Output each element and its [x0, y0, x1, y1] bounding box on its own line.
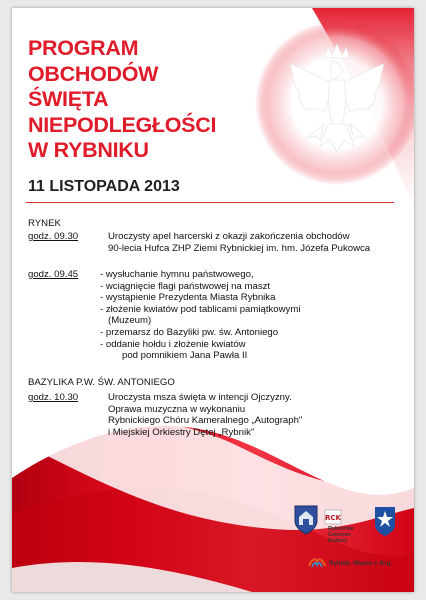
poster-page: [12, 8, 414, 592]
title-line: PROGRAM: [28, 36, 139, 60]
description-line: Rybnickiego Chóru Kameralnego „Autograph": [108, 415, 303, 427]
coat-of-arms-icon: [294, 505, 318, 535]
event-time: godz. 10.30: [28, 392, 79, 403]
event-description: [108, 231, 370, 254]
description-line: - wysłuchanie hymnu państwowego,: [100, 269, 254, 280]
svg-text:RCK: RCK: [325, 514, 341, 522]
description-line: Uroczysty apel harcerski z okazji zakończenia obchodów: [108, 231, 350, 242]
event-date: 11 LISTOPADA 2013: [28, 178, 180, 195]
eagle-emblem-icon: [262, 28, 412, 178]
title-line: ŚWIĘTA: [28, 87, 109, 111]
description-line: i Miejskiej Orkiestry Dętej „Rybnik": [108, 426, 255, 438]
description-line: pod pomnikiem Jana Pawła II: [122, 350, 248, 362]
divider: [26, 202, 394, 203]
center-logo-line: Kultury: [328, 538, 348, 544]
title-line: OBCHODÓW: [28, 61, 159, 86]
description-line: 90-lecia Hufca ZHP Ziemi Rybnickiej im. hm. Józefa Pukowca: [108, 242, 371, 254]
title-line: W RYBNIKU: [28, 138, 149, 162]
description-line: - oddanie hołdu i złożenie kwiatów: [100, 338, 246, 350]
description-line: - wystąpienie Prezydenta Miasta Rybnika: [100, 292, 276, 304]
title-line: NIEPODLEGŁOŚCI: [28, 112, 217, 137]
center-logo-line: Rybnickie: [328, 526, 354, 532]
event-description: [108, 392, 302, 438]
poster-title: [28, 36, 268, 164]
description-line: - złożenie kwiatów pod tablicami pamiątkowymi: [100, 303, 301, 315]
city-logo-text: Rybnik. Miasto z ikrą.: [329, 560, 392, 567]
center-logo-text: [328, 526, 354, 544]
rck-logo-icon: [324, 509, 342, 525]
center-logo-line: Centrum: [328, 532, 351, 538]
section-heading-bazylika: BAZYLIKA P.W. ŚW. ANTONIEGO: [28, 377, 175, 388]
description-line: Uroczysta msza święta w intencji Ojczyzny.: [108, 392, 292, 403]
event-time: godz. 09.30: [28, 231, 79, 242]
description-line: Oprawa muzyczna w wykonaniu: [108, 403, 246, 415]
section-heading-rynek: RYNEK: [28, 218, 61, 229]
description-line: - przemarsz do Bazyliki pw. św. Antoniego: [100, 326, 279, 338]
description-line: (Muzeum): [108, 315, 152, 327]
event-description: [100, 269, 300, 362]
rybnik-city-logo-icon: [308, 556, 326, 568]
scout-logo-icon: [372, 505, 398, 537]
description-line: - wciągnięcie flagi państwowej na maszt: [100, 280, 271, 292]
event-time: godz. 09.45: [28, 269, 79, 280]
